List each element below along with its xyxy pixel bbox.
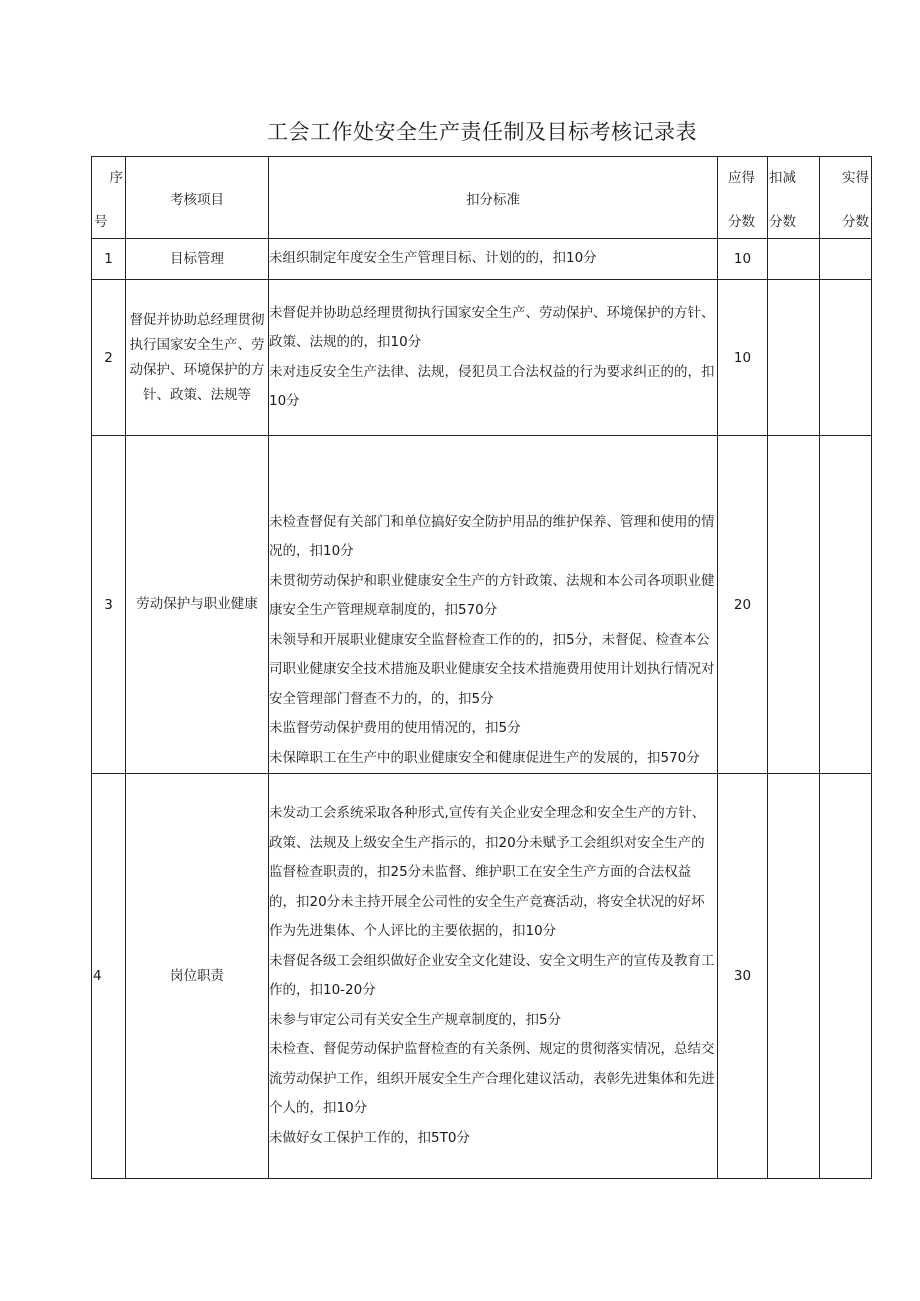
header-deduct [768,157,820,239]
criteria-line: 未对违反安全生产法律、法规，侵犯员工合法权益的行为要求纠正的的，扣10分 [269,363,715,409]
header-criteria: 扣分标准 [269,157,718,239]
header-no [92,157,126,239]
header-score-bottom: 分数 [728,213,755,230]
assessment-table [91,156,872,1179]
document-title: 工会工作处安全生产责任制及目标考核记录表 [267,120,697,144]
row-actual [820,774,872,1179]
row-no: 2 [92,280,126,436]
header-actual-bottom: 分数 [842,213,869,230]
criteria-line: 未检查、督促劳动保护监督检查的有关条例、规定的贯彻落实情况，总结交流劳动保护工作，组织开展安全生产合理化建议活动，表彰先进集体和先进个人的，扣10分 [269,1041,715,1116]
header-score [718,157,768,239]
row-criteria [269,436,718,774]
criteria-line: 未贯彻劳动保护和职业健康安全生产的方针政策、法规和本公司各项职业健康安全生产管理规章制度的，扣570分 [269,572,715,618]
row-item: 目标管理 [126,239,269,280]
criteria-line: 未督促并协助总经理贯彻执行国家安全生产、劳动保护、环境保护的方针、政策、法规的的，扣10分 [269,304,715,350]
header-deduct-bottom: 分数 [769,213,796,230]
criteria-line: 未组织制定年度安全生产管理目标、计划的的，扣10分 [269,250,597,267]
row-score: 20 [718,436,768,774]
criteria-line: 未参与审定公司有关安全生产规章制度的，扣5分 [269,1011,562,1028]
row-actual [820,436,872,774]
table-row [92,280,872,436]
row-deduct [768,280,820,436]
header-deduct-top: 扣减 [769,169,796,186]
header-actual-top: 实得 [842,169,869,186]
table-header-row [92,157,872,239]
row-criteria [269,280,718,436]
row-criteria [269,239,718,280]
row-actual [820,239,872,280]
header-item: 考核项目 [126,157,269,239]
header-no-top: 序 [109,169,123,186]
row-actual [820,280,872,436]
row-criteria [269,774,718,1179]
row-score: 10 [718,280,768,436]
row-item: 劳动保护与职业健康 [126,436,269,774]
row-score: 10 [718,239,768,280]
header-actual [820,157,872,239]
table-row [92,239,872,280]
criteria-line: 未监督劳动保护费用的使用情况的，扣5分 [269,720,521,736]
row-deduct [768,774,820,1179]
row-score: 30 [718,774,768,1179]
criteria-line: 未领导和开展职业健康安全监督检查工作的的，扣5分，未督促、检查本公司职业健康安全技术措施及职业健康安全技术措施费用使用计划执行情况对安全管理部门督查不力的，的，扣5分 [269,631,715,707]
row-no: 1 [92,239,126,280]
row-no: 4 [92,774,126,1179]
criteria-line: 未督促各级工会组织做好企业安全文化建设、安全文明生产的宣传及教育工作的，扣10-20分 [269,952,715,998]
header-no-bottom: 号 [94,213,108,230]
row-item: 督促并协助总经理贯彻执行国家安全生产、劳动保护、环境保护的方针、政策、法规等 [126,280,269,436]
header-score-top: 应得 [728,169,755,186]
table-row [92,774,872,1179]
row-deduct [768,239,820,280]
criteria-line: 未发动工会系统采取各种形式,宣传有关企业安全理念和安全生产的方针、政策、法规及上级安全生产指示的，扣20分未赋予工会组织对安全生产的监督检查职责的，扣25分未监督、维护职工在安全生产方面的合法权益的，扣20分未主持开展全公司性的安全生产竞赛活动，将安全状况的好坏作为先进集体、个人评比的主要依据的，扣10分 [269,805,706,939]
criteria-line: 未检查督促有关部门和单位搞好安全防护用品的维护保养、管理和使用的情况的，扣10分 [269,513,715,559]
criteria-line: 未做好女工保护工作的，扣5T0分 [269,1129,470,1146]
row-deduct [768,436,820,774]
row-item: 岗位职责 [126,774,269,1179]
criteria-line: 未保障职工在生产中的职业健康安全和健康促进生产的发展的，扣570分 [269,749,700,766]
table-row [92,436,872,774]
row-no: 3 [92,436,126,774]
